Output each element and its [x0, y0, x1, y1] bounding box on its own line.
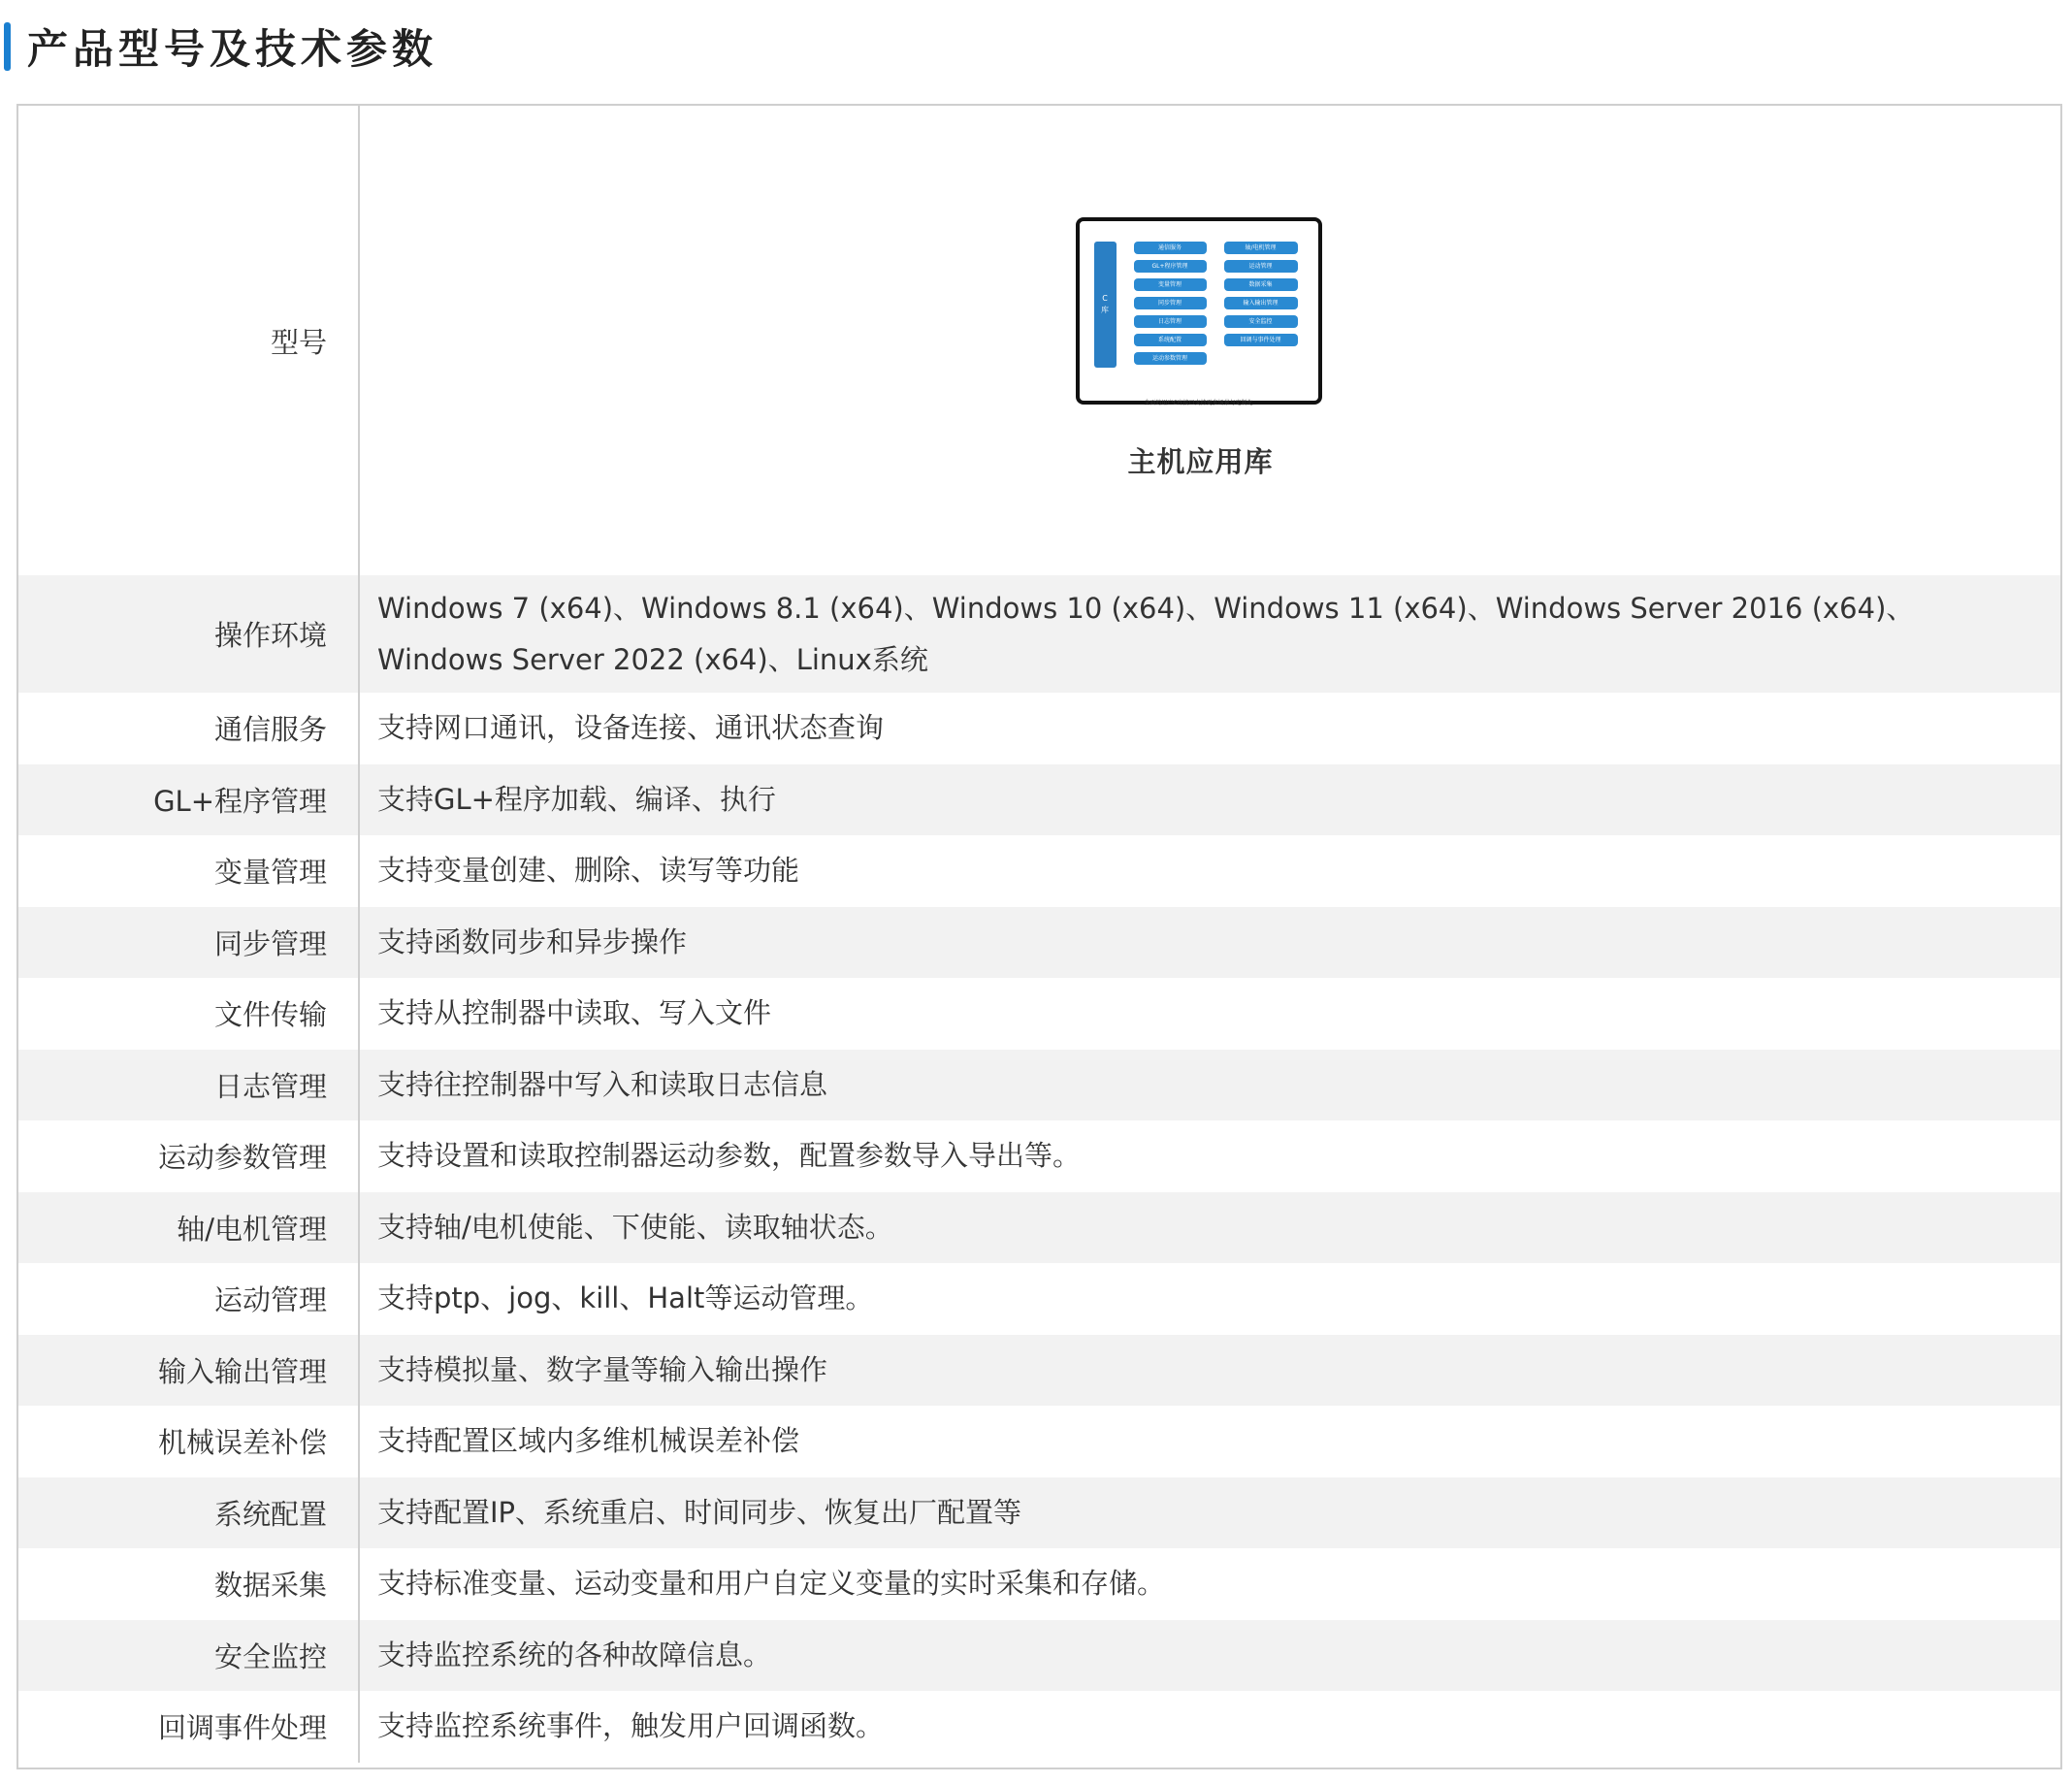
diagram-module: 运动参数管理	[1134, 352, 1207, 365]
spec-row	[18, 835, 2060, 907]
row-label: 轴/电机管理	[18, 1192, 360, 1264]
row-label: 变量管理	[18, 835, 360, 907]
row-label: 日志管理	[18, 1050, 360, 1121]
spec-row	[18, 1691, 2060, 1763]
right-module-column	[1224, 242, 1298, 352]
diagram-module: 变量管理	[1134, 278, 1207, 291]
spec-row	[18, 764, 2060, 836]
title-accent-bar	[4, 22, 11, 71]
row-label: 文件传输	[18, 978, 360, 1050]
diagram-module: 运动管理	[1224, 260, 1298, 273]
spec-row	[18, 1335, 2060, 1407]
row-label: 安全监控	[18, 1620, 360, 1692]
env-line-1: Windows 7 (x64)、Windows 8.1 (x64)、Windows 10 (x64)、Windows 11 (x64)、Windows Server 2016 (x64)、	[377, 591, 1915, 625]
device-frame	[1076, 217, 1322, 405]
diagram-module: 通信服务	[1134, 242, 1207, 254]
left-module-column	[1134, 242, 1207, 371]
section-title: 产品型号及技术参数	[27, 25, 438, 73]
row-label: 运动参数管理	[18, 1120, 360, 1192]
row-label: 同步管理	[18, 907, 360, 979]
spec-row	[18, 1050, 2060, 1121]
c-library-bar	[1094, 242, 1117, 368]
spec-row	[18, 1192, 2060, 1264]
row-value: 支持变量创建、删除、读写等功能	[377, 854, 800, 888]
spec-row	[18, 1406, 2060, 1477]
row-value: 支持监控系统事件，触发用户回调函数。	[377, 1709, 885, 1743]
diagram-caption: 全面的用户C库接口支持更多场景与定制化	[1144, 399, 1253, 406]
row-label: 机械误差补偿	[18, 1406, 360, 1477]
row-value: 支持网口通讯，设备连接、通讯状态查询	[377, 711, 885, 745]
diagram-module: 轴/电机管理	[1224, 242, 1298, 254]
spec-row	[18, 1548, 2060, 1620]
row-value: 支持从控制器中读取、写入文件	[377, 996, 772, 1030]
row-label: 型号	[18, 106, 360, 575]
row-label: 运动管理	[18, 1263, 360, 1335]
diagram-module: GL+程序管理	[1134, 260, 1207, 273]
spec-row	[18, 1120, 2060, 1192]
c-library-label-bottom: 库	[1101, 305, 1109, 314]
model-row	[18, 106, 2060, 575]
row-value: 支持设置和读取控制器运动参数，配置参数导入导出等。	[377, 1139, 1082, 1173]
product-diagram	[1076, 217, 1326, 407]
spec-row	[18, 978, 2060, 1050]
spec-row	[18, 693, 2060, 764]
row-value: 支持模拟量、数字量等输入输出操作	[377, 1352, 828, 1386]
env-value	[360, 575, 2060, 693]
model-cell	[360, 106, 2060, 575]
product-name: 主机应用库	[1127, 444, 1274, 478]
spec-row	[18, 907, 2060, 979]
diagram-module: 系统配置	[1134, 334, 1207, 346]
diagram-module: 数据采集	[1224, 278, 1298, 291]
row-label: 通信服务	[18, 693, 360, 764]
diagram-module: 同步管理	[1134, 297, 1207, 309]
diagram-module: 回调与事件处理	[1224, 334, 1298, 346]
row-value: 支持配置区域内多维机械误差补偿	[377, 1424, 800, 1458]
diagram-module: 输入输出管理	[1224, 297, 1298, 309]
row-value: 支持监控系统的各种故障信息。	[377, 1638, 772, 1671]
row-label: 输入输出管理	[18, 1335, 360, 1407]
row-value: 支持轴/电机使能、下使能、读取轴状态。	[377, 1210, 893, 1244]
row-value: 支持配置IP、系统重启、时间同步、恢复出厂配置等	[377, 1495, 1022, 1529]
env-row	[18, 575, 2060, 693]
row-value: 支持GL+程序加载、编译、执行	[377, 782, 776, 816]
row-label: 系统配置	[18, 1477, 360, 1549]
section-header	[0, 17, 437, 76]
row-label: GL+程序管理	[18, 764, 360, 836]
row-value: 支持ptp、jog、kill、Halt等运动管理。	[377, 1281, 874, 1315]
diagram-module: 日志管理	[1134, 315, 1207, 328]
row-value: 支持标准变量、运动变量和用户自定义变量的实时采集和存储。	[377, 1567, 1166, 1601]
spec-row	[18, 1620, 2060, 1692]
row-label: 数据采集	[18, 1548, 360, 1620]
diagram-module: 安全监控	[1224, 315, 1298, 328]
spec-rows	[18, 693, 2060, 1763]
spec-row	[18, 1477, 2060, 1549]
row-value: 支持函数同步和异步操作	[377, 924, 688, 958]
spec-row	[18, 1263, 2060, 1335]
spec-table	[16, 104, 2062, 1769]
row-label: 回调事件处理	[18, 1691, 360, 1763]
c-library-label-top: C	[1102, 293, 1108, 303]
env-line-2: Windows Server 2022 (x64)、Linux系统	[377, 642, 928, 676]
row-value: 支持往控制器中写入和读取日志信息	[377, 1067, 828, 1101]
row-label: 操作环境	[18, 575, 360, 693]
